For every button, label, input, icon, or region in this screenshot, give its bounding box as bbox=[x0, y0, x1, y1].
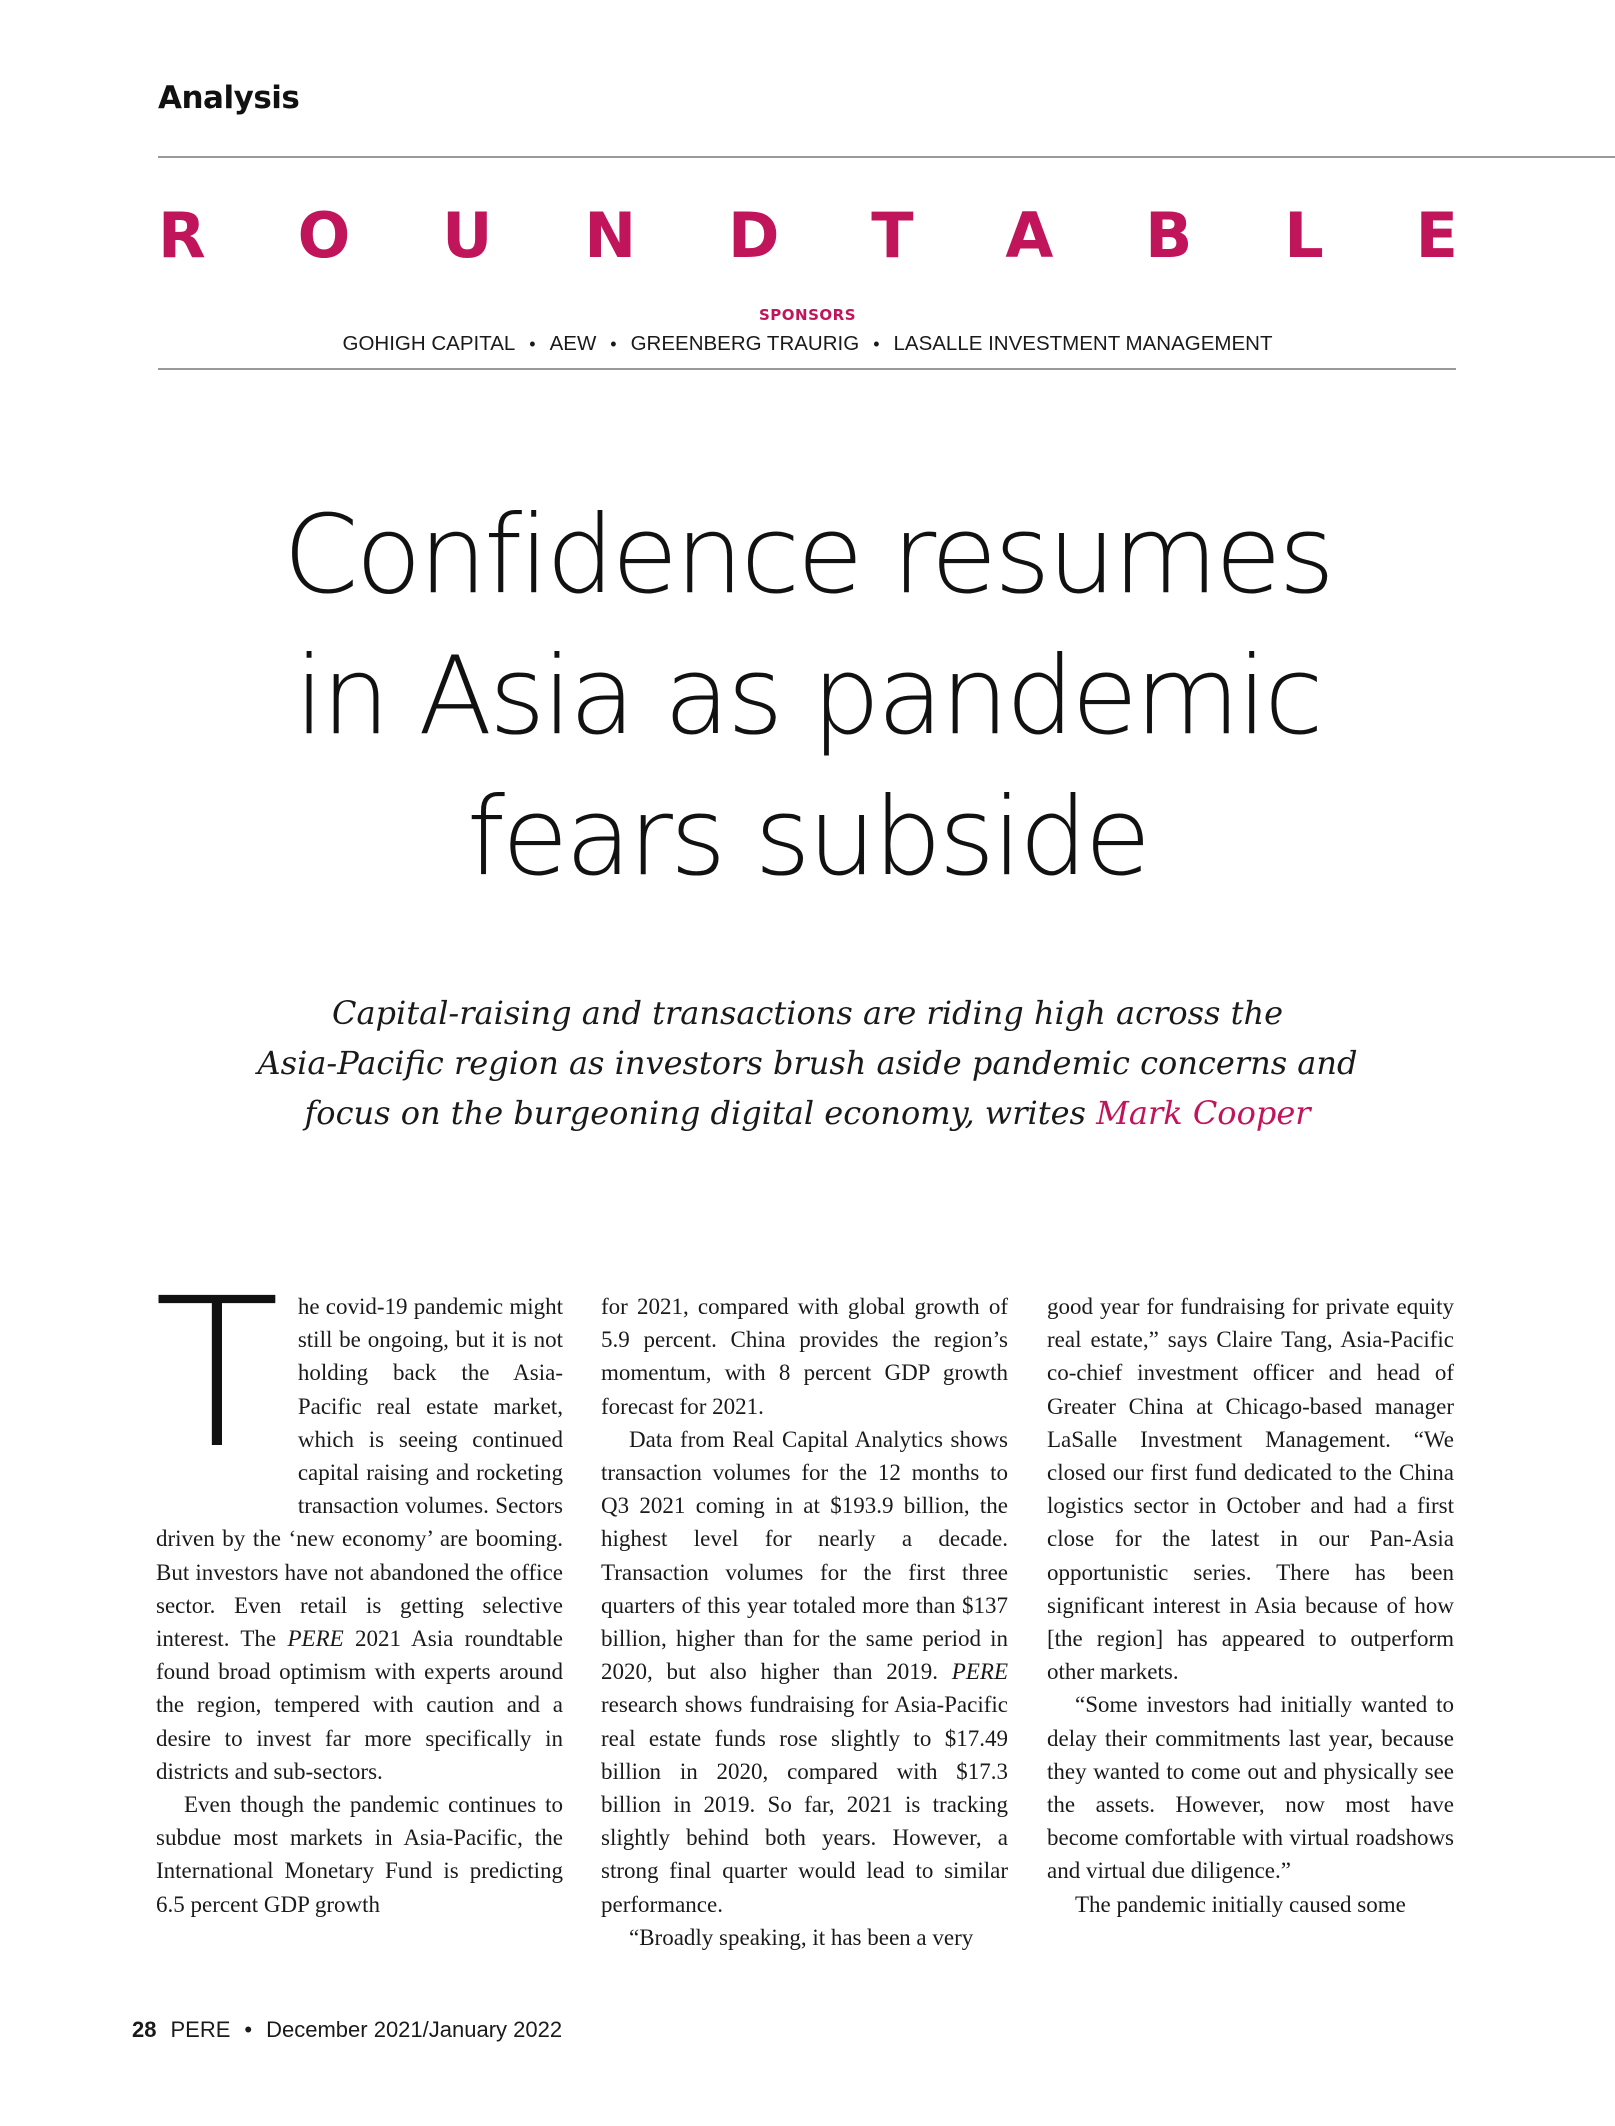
headline-line: Confidence resumes bbox=[283, 493, 1332, 618]
paragraph: for 2021, compared with global growth of 5.9 percent. China provides the region’s momentum, with 8 percent GDP growth forecast for 2021. bbox=[601, 1294, 1008, 1419]
headline-line: fears subside bbox=[466, 775, 1149, 900]
paragraph: “Some investors had initially wanted to delay their commitments last year, because they wanted to come out and physically see the assets. However, now most have become comfortable with virtual roadshows and virtual due diligence.” bbox=[1047, 1692, 1454, 1884]
roundtable-letter: O bbox=[297, 199, 351, 272]
sponsors-list bbox=[0, 332, 1615, 356]
page-footer bbox=[132, 2017, 562, 2043]
standfirst-line: Capital-raising and transactions are riding high across the bbox=[331, 994, 1284, 1032]
publication-name: PERE bbox=[287, 1626, 344, 1652]
paragraph: Even though the pandemic continues to subdue most markets in Asia-Pacific, the International Monetary Fund is predicting 6.5 percent GDP growth bbox=[156, 1792, 563, 1917]
roundtable-letter: A bbox=[1005, 199, 1054, 272]
article-column-1 bbox=[154, 1254, 563, 1921]
roundtable-banner bbox=[158, 199, 1458, 272]
separator-dot: • bbox=[244, 2017, 253, 2042]
section-label: Analysis bbox=[158, 80, 300, 116]
roundtable-letter: E bbox=[1415, 199, 1458, 272]
article-column-2 bbox=[601, 1290, 1008, 1954]
roundtable-letter: U bbox=[442, 199, 493, 272]
sponsors-divider bbox=[158, 368, 1456, 370]
roundtable-letter: B bbox=[1145, 199, 1193, 272]
separator-dot: • bbox=[610, 334, 617, 354]
standfirst bbox=[0, 988, 1615, 1138]
paragraph-text: Data from Real Capital Analytics shows transaction volumes for the 12 months to Q3 2021 coming in at $193.9 billion, the highest level for nearly a decade. Transaction volumes for the first three quarters of this year totaled more than $137 billion, higher than for the same period in 2020, but also higher than 2019. bbox=[601, 1426, 1008, 1685]
sponsor-name: GOHIGH CAPITAL bbox=[342, 332, 516, 355]
paragraph bbox=[154, 1254, 563, 1788]
roundtable-letter: R bbox=[158, 199, 206, 272]
paragraph bbox=[601, 1423, 1008, 1921]
paragraph-text: he covid-19 pandemic might still be ongoing, but it is not holding back the Asia-Pacific real estate market, which is seeing continued capital raising and rocketing transaction volumes. Sectors driven by the ‘new economy’ are booming. But investors have not abandoned the office sector. Even retail is getting selective interest. The bbox=[156, 1294, 563, 1652]
publication-name: PERE bbox=[951, 1659, 1008, 1685]
drop-cap: T bbox=[154, 1254, 280, 1494]
separator-dot: • bbox=[529, 334, 536, 354]
page-number: 28 bbox=[132, 2017, 157, 2042]
publication-name: PERE bbox=[170, 2017, 231, 2042]
sponsor-name: GREENBERG TRAURIG bbox=[630, 332, 860, 355]
roundtable-letter: T bbox=[871, 199, 914, 272]
headline-line: in Asia as pandemic bbox=[294, 634, 1321, 759]
issue-date: December 2021/January 2022 bbox=[266, 2017, 563, 2042]
paragraph-text: research shows fundraising for Asia-Pacific real estate funds rose slightly to $17.49 billion in 2020, compared with $17.3 billion in 2019. So far, 2021 is tracking slightly behind both years. However, a strong final quarter would lead to similar performance. bbox=[601, 1692, 1008, 1917]
sponsor-name: LASALLE INVESTMENT MANAGEMENT bbox=[893, 332, 1273, 355]
paragraph: “Broadly speaking, it has been a very bbox=[629, 1924, 974, 1950]
sponsors-label: SPONSORS bbox=[758, 306, 856, 324]
standfirst-line: Asia-Pacific region as investors brush aside pandemic concerns and bbox=[257, 1044, 1358, 1082]
top-divider bbox=[158, 156, 1615, 158]
paragraph: good year for fundraising for private equity real estate,” says Claire Tang, Asia-Pacific co-chief investment officer and head of Greater China at Chicago-based manager LaSalle Investment Management. “We closed our first fund dedicated to the China logistics sector in October and had a first close for the latest in our Pan-Asia opportunistic series. There has been significant interest in Asia because of how [the region] has appeared to outperform other markets. bbox=[1047, 1294, 1454, 1685]
roundtable-letter: D bbox=[727, 199, 780, 272]
paragraph: The pandemic initially caused some bbox=[1075, 1891, 1406, 1917]
sponsor-name: AEW bbox=[549, 332, 597, 355]
paragraph-text: 2021 Asia roundtable found broad optimism with experts around the region, tempered with caution and a desire to invest far more specifically in districts and sub-sectors. bbox=[156, 1626, 563, 1784]
article-column-3 bbox=[1047, 1290, 1454, 1921]
separator-dot: • bbox=[873, 334, 880, 354]
standfirst-line bbox=[0, 1088, 1615, 1138]
author-byline: Mark Cooper bbox=[1096, 1094, 1311, 1132]
headline bbox=[0, 485, 1615, 908]
roundtable-letter: L bbox=[1284, 199, 1324, 272]
standfirst-text: focus on the burgeoning digital economy, writes bbox=[304, 1094, 1097, 1132]
roundtable-letter: N bbox=[584, 199, 637, 272]
